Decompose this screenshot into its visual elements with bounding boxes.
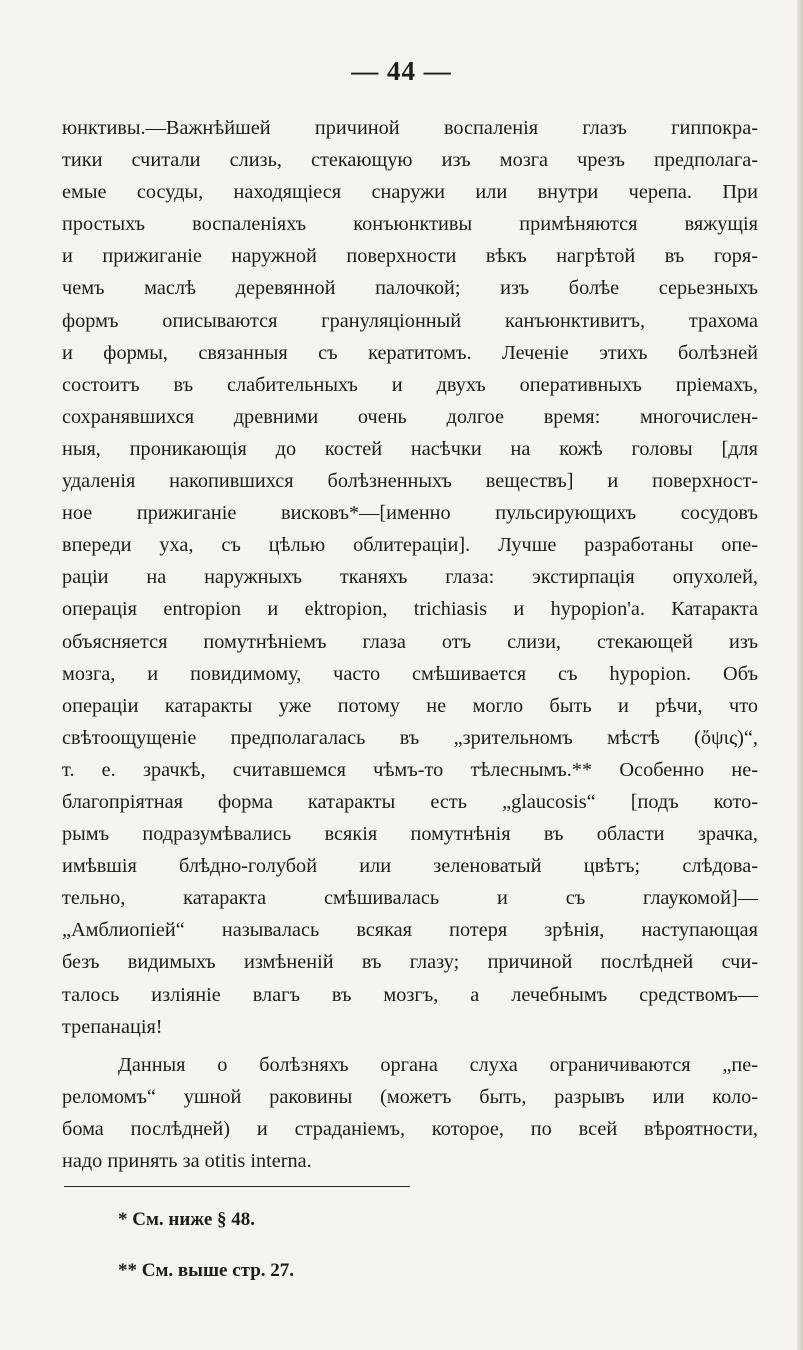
text-line: емые сосуды, находящіеся снаружи или внутри черепа. При bbox=[62, 181, 758, 204]
text-line: надо принять за otitis interna. bbox=[62, 1150, 312, 1172]
page-edge bbox=[797, 0, 803, 1350]
text-line: и прижиганіе наружной поверхности вѣкъ нагрѣтой въ горя- bbox=[62, 245, 758, 268]
text-line: сохранявшихся древними очень долгое время: многочислен- bbox=[62, 405, 758, 428]
text-line: благопріятная форма катаракты есть „glaucosis“ [подъ кото- bbox=[62, 790, 758, 813]
text-line: реломомъ“ ушной раковины (можетъ быть, разрывъ или коло- bbox=[62, 1085, 758, 1108]
text-line: объясняется помутнѣніемъ глаза отъ слизи, стекающей изъ bbox=[62, 630, 758, 653]
text-line: т. е. зрачкѣ, считавшемся чѣмъ-то тѣлеснымъ.** Особенно не- bbox=[62, 758, 758, 781]
text-line: и формы, связанныя съ кератитомъ. Леченіе этихъ болѣзней bbox=[62, 341, 758, 364]
text-line: ныя, проникающія до костей насѣчки на кожѣ головы [для bbox=[62, 437, 758, 460]
text-line: состоитъ въ слабительныхъ и двухъ оперативныхъ пріемахъ, bbox=[62, 373, 758, 396]
text-line: впереди уха, съ цѣлью облитераціи]. Лучше разработаны опе- bbox=[62, 534, 758, 557]
text-line: операція entropion и ektropion, trichiasis и hypopion'а. Катаракта bbox=[62, 598, 758, 621]
text-line: бома послѣдней) и страданіемъ, которое, по всей вѣроятности, bbox=[62, 1117, 758, 1140]
text-line: операціи катаракты уже потому не могло быть и рѣчи, что bbox=[62, 694, 758, 717]
body-text bbox=[62, 112, 758, 1177]
text-line: мозга, и повидимому, часто смѣшивается съ hypopion. Объ bbox=[62, 662, 758, 685]
text-line: рымъ подразумѣвались всякія помутнѣнія въ области зрачка, bbox=[62, 823, 758, 846]
text-line: имѣвшія блѣдно-голубой или зеленоватый цвѣтъ; слѣдова- bbox=[62, 855, 758, 878]
text-line: раціи на наружныхъ тканяхъ глаза: экстирпація опухолей, bbox=[62, 566, 758, 589]
text-line: безъ видимыхъ измѣненій въ глазу; причиной послѣдней счи- bbox=[62, 951, 758, 974]
text-line: юнктивы.—Важнѣйшей причиной воспаленія глазъ гиппокра- bbox=[62, 117, 758, 139]
text-line: простыхъ воспаленіяхъ конъюнктивы примѣняются вяжущія bbox=[62, 213, 758, 236]
text-line: Данныя о болѣзняхъ органа слуха ограничиваются „пе- bbox=[118, 1053, 758, 1076]
paragraph-2 bbox=[62, 1049, 758, 1177]
text-line: талось изліяніе влагъ въ мозгъ, а лечебнымъ средствомъ— bbox=[62, 983, 758, 1006]
text-line: чемъ маслѣ деревянной палочкой; изъ болѣе серьезныхъ bbox=[62, 277, 758, 300]
text-line: ное прижиганіе висковъ*—[именно пульсирующихъ сосудовъ bbox=[62, 502, 758, 525]
footnote-2: ** См. выше стр. 27. bbox=[118, 1260, 295, 1281]
paragraph-1 bbox=[62, 112, 758, 1043]
text-line: „Амблиопіей“ называлась всякая потеря зрѣнія, наступающая bbox=[62, 919, 758, 942]
text-line: формъ описываются грануляціонный канъюнктивитъ, трахома bbox=[62, 309, 758, 332]
text-line: свѣтоощущеніе предполагалась въ „зрительномъ мѣстѣ (ὄψις)“, bbox=[62, 726, 758, 749]
footnote-1: * См. ниже § 48. bbox=[118, 1209, 256, 1230]
page-number: — 44 — bbox=[351, 56, 452, 86]
footnote-separator bbox=[64, 1186, 410, 1187]
text-line: тельно, катаракта смѣшивалась и съ глаукомой]— bbox=[62, 887, 758, 910]
text-line: удаленія накопившихся болѣзненныхъ веществъ] и поверхност- bbox=[62, 470, 758, 493]
text-line: трепанація! bbox=[62, 1015, 163, 1038]
text-line: тики считали слизь, стекающую изъ мозга чрезъ предполага- bbox=[62, 149, 758, 172]
